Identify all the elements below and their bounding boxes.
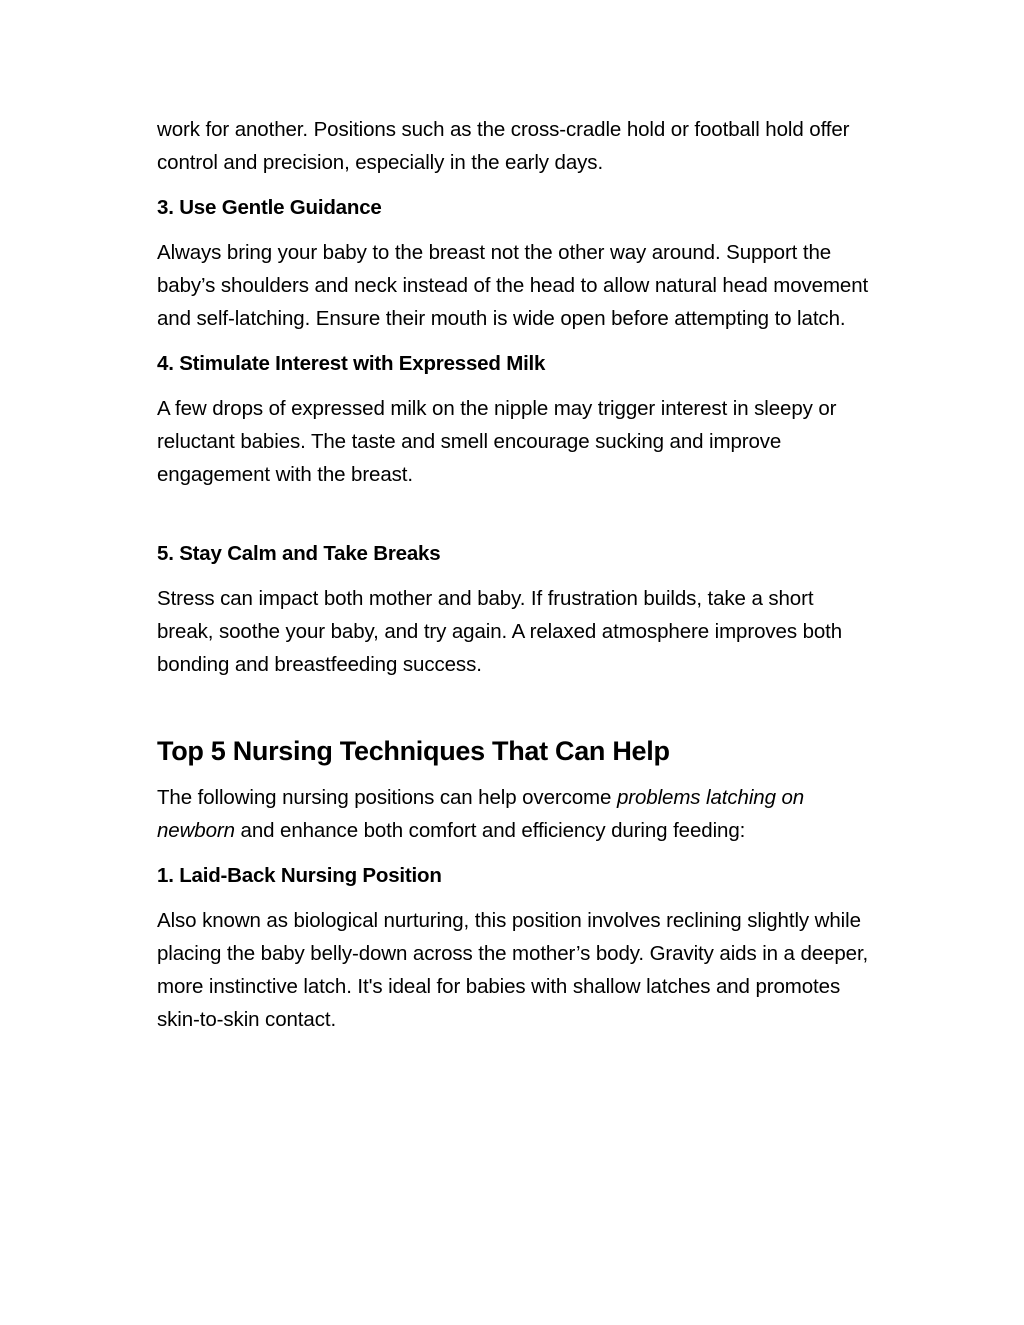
tip-4-text: A few drops of expressed milk on the nipple may trigger interest in sleepy or reluctant babies. The taste and smell encourage sucking and improve engagement with the breast.	[157, 397, 837, 486]
section-intro	[157, 781, 872, 847]
tip-3-heading: 3. Use Gentle Guidance	[157, 196, 382, 219]
tip-4-heading: 4. Stimulate Interest with Expressed Milk	[157, 352, 546, 375]
technique-1-heading: 1. Laid-Back Nursing Position	[157, 864, 442, 887]
section-intro-start: The following nursing positions can help overcome	[157, 786, 617, 809]
section-intro-end: and enhance both comfort and efficiency during feeding:	[234, 819, 746, 842]
section-title: Top 5 Nursing Techniques That Can Help	[157, 736, 670, 766]
section-intro-emphasis: problems latching on newborn	[157, 786, 805, 842]
tip-3-text: Always bring your baby to the breast not the other way around. Support the baby’s shoulders and neck instead of the head to allow natural head movement and self-latching. Ensure their mouth is wide open before attempting to latch.	[157, 241, 869, 330]
technique-1-text: Also known as biological nurturing, this position involves reclining slightly while placing the baby belly-down across the mother’s body. Gravity aids in a deeper, more instinctive latch. It's ideal for babies with shallow latches and promotes skin-to-skin contact.	[157, 909, 869, 1031]
tip-5-heading: 5. Stay Calm and Take Breaks	[157, 542, 441, 565]
intro-paragraph: work for another. Positions such as the cross-cradle hold or football hold offer control and precision, especially in the early days.	[157, 118, 850, 174]
tip-5-text: Stress can impact both mother and baby. If frustration builds, take a short break, soothe your baby, and try again. A relaxed atmosphere improves both bonding and breastfeeding success.	[157, 587, 843, 676]
document-page	[157, 113, 872, 1036]
